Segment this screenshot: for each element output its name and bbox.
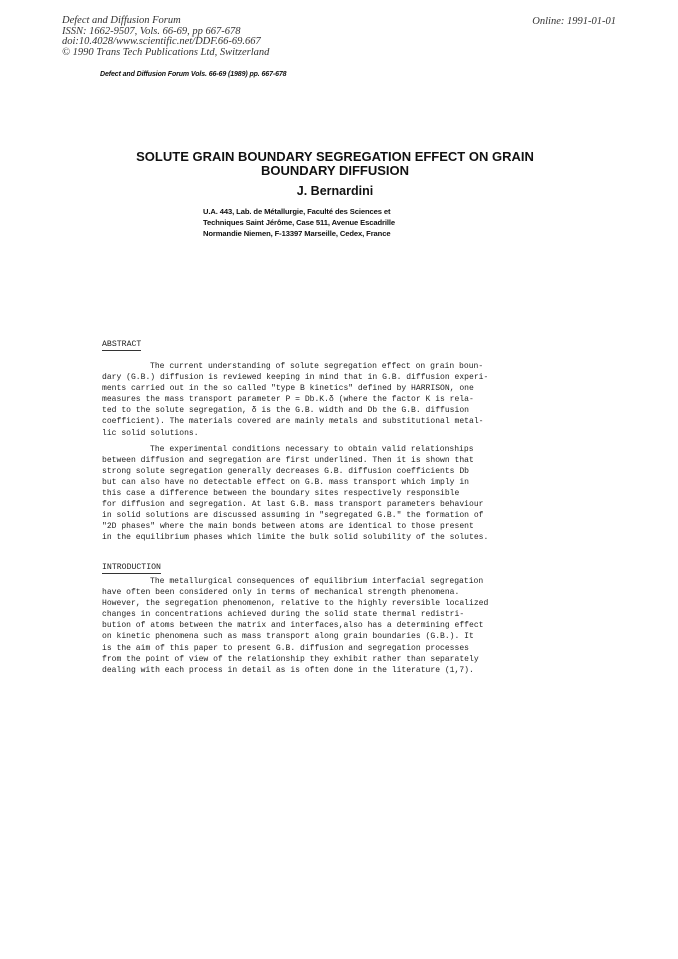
issn-line: ISSN: 1662-9507, Vols. 66-69, pp 667-678 xyxy=(62,25,241,37)
text-line: in solid solutions are discussed assuming in "segregated G.B." the formation of xyxy=(102,511,484,521)
text-line: ments carried out in the so called "type B kinetics" defined by HARRISON, one xyxy=(102,384,474,394)
text-line: lic solid solutions. xyxy=(102,428,199,438)
affiliation-line: Techniques Saint Jérôme, Case 511, Avenue Escadrille xyxy=(203,218,396,227)
copyright-line: © 1990 Trans Tech Publications Ltd, Switzerland xyxy=(62,46,270,58)
text-line: measures the mass transport parameter P = Db.K.δ (where the factor K is rela- xyxy=(102,395,474,405)
online-date: Online: 1991-01-01 xyxy=(532,16,616,27)
introduction-heading xyxy=(102,563,161,574)
affiliation xyxy=(203,206,395,239)
text-line: strong solute segregation generally decreases G.B. diffusion coefficients Db xyxy=(102,466,469,476)
text-line: The experimental conditions necessary to obtain valid relationships xyxy=(150,444,474,454)
introduction-body xyxy=(102,576,544,676)
journal-name: Defect and Diffusion Forum xyxy=(62,15,181,26)
abstract-heading xyxy=(102,340,141,351)
text-line: bution of atoms between the matrix and interfaces,also has a determining effect xyxy=(102,621,484,631)
text-line: for diffusion and segregation. At last G.B. mass transport parameters behaviour xyxy=(102,500,484,510)
text-line: have often been considered only in terms of mechanical strength phenomena. xyxy=(102,588,460,598)
text-line: between diffusion and segregation are first underlined. Then it is shown that xyxy=(102,455,474,465)
title-line: BOUNDARY DIFFUSION xyxy=(260,163,410,178)
text-line: coefficient). The materials covered are mainly metals and substitutional metal- xyxy=(102,417,484,427)
text-line: The current understanding of solute segregation effect on grain boun- xyxy=(150,362,484,371)
text-line: dealing with each process in detail as is often done in the literature (1,7). xyxy=(102,665,474,675)
title-line: SOLUTE GRAIN BOUNDARY SEGREGATION EFFECT ON GRAIN xyxy=(136,149,534,164)
introduction-heading-label: INTRODUCTION xyxy=(102,563,161,572)
text-line: is the aim of this paper to present G.B. diffusion and segregation processes xyxy=(102,643,469,653)
paper-title xyxy=(70,150,600,178)
text-line: changes in concentrations achieved during the solid state thermal redistri- xyxy=(102,610,465,620)
author-name: J. Bernardini xyxy=(296,184,374,198)
text-line: but can also have no detectable effect on G.B. mass transport which imply in xyxy=(102,477,469,487)
page-header-meta xyxy=(62,16,269,58)
text-line: from the point of view of the relationship they exhibit rather than separately xyxy=(102,654,479,664)
journal-reference: Defect and Diffusion Forum Vols. 66-69 (1989) pp. 667-678 xyxy=(100,71,287,78)
text-line: dary (G.B.) diffusion is reviewed keeping in mind that in G.B. diffusion experi- xyxy=(102,373,489,383)
doi-line: doi:10.4028/www.scientific.net/DDF.66-69.667 xyxy=(62,36,261,48)
abstract-heading-label: ABSTRACT xyxy=(102,340,142,349)
text-line: ted to the solute segregation, δ is the G.B. width and Db the G.B. diffusion xyxy=(102,406,469,416)
affiliation-line: Normandie Niemen, F-13397 Marseille, Cedex, France xyxy=(203,229,391,238)
text-line: "2D phases" where the main bonds between atoms are identical to those present xyxy=(102,522,474,532)
text-line: on kinetic phenomena such as mass transport along grain boundaries (G.B.). It xyxy=(102,632,474,642)
affiliation-line: U.A. 443, Lab. de Métallurgie, Faculté des Sciences et xyxy=(203,207,391,216)
text-line: However, the segregation phenomenon, relative to the highly reversible localized xyxy=(102,599,489,609)
text-line: this case a difference between the boundary sites respectively responsible xyxy=(102,489,460,499)
abstract-body xyxy=(102,361,544,544)
text-line: in the equilibrium phases which limite the bulk solid solubility of the solutes. xyxy=(102,533,489,543)
text-line: The metallurgical consequences of equilibrium interfacial segregation xyxy=(150,577,484,586)
